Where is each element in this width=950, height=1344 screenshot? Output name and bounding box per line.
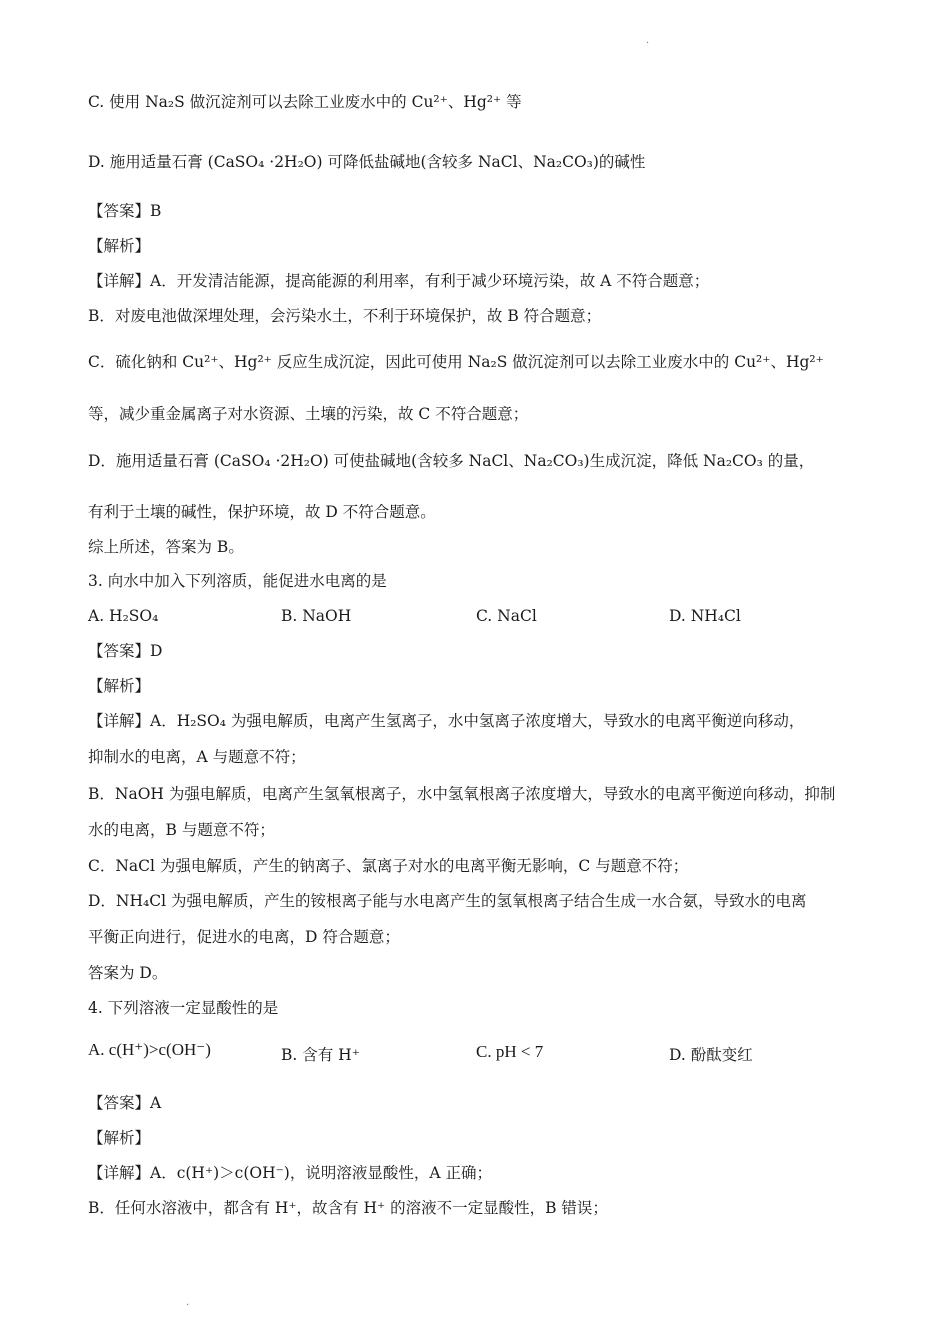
q2-detail-d-line1: D．施用适量石膏 (CaSO₄ ·2H₂O) 可使盐碱地(含较多 NaCl、Na₂CO₃)生成沉淀，降低 Na₂CO₃ 的量， (88, 452, 815, 470)
q2-detail-d-line2: 有利于土壤的碱性，保护环境，故 D 不符合题意。 (88, 503, 436, 521)
q3-detail-b-line1: B．NaOH 为强电解质，电离产生氢氧根离子，水中氢氧根离子浓度增大，导致水的电离平衡逆向移动，抑制 (88, 785, 836, 803)
q2-detail-c-line1: C．硫化钠和 Cu²⁺、Hg²⁺ 反应生成沉淀，因此可使用 Na₂S 做沉淀剂可以去除工业废水中的 Cu²⁺、Hg²⁺ (88, 353, 824, 371)
q3-stem: 3. 向水中加入下列溶质，能促进水电离的是 (88, 572, 387, 590)
q2-answer: 【答案】B (88, 202, 162, 220)
q2-option-d: D. 施用适量石膏 (CaSO₄ ·2H₂O) 可降低盐碱地(含较多 NaCl、Na₂CO₃)的碱性 (88, 153, 646, 171)
q4-option-c: C. pH < 7 (476, 1042, 544, 1061)
q3-detail-a-line1: 【详解】A．H₂SO₄ 为强电解质，电离产生氢离子，水中氢离子浓度增大，导致水的电离平衡逆向移动， (88, 712, 805, 730)
q3-detail-d-line2: 平衡正向进行，促进水的电离，D 符合题意； (88, 928, 400, 946)
q4-answer: 【答案】A (88, 1094, 162, 1112)
q2-detail-c-line2: 等，减少重金属离子对水资源、土壤的污染，故 C 不符合题意； (88, 405, 529, 423)
q4-stem: 4. 下列溶液一定显酸性的是 (88, 999, 279, 1017)
q3-option-d: D. NH₄Cl (669, 607, 741, 625)
q3-option-b: B. NaOH (281, 607, 352, 625)
footer-dot: · (186, 1300, 190, 1311)
q3-summary: 答案为 D。 (88, 964, 168, 982)
q3-detail-b-line2: 水的电离，B 与题意不符； (88, 821, 275, 839)
q3-answer: 【答案】D (88, 642, 163, 660)
q3-option-a: A. H₂SO₄ (88, 607, 159, 625)
q2-detail-a: 【详解】A．开发清洁能源，提高能源的利用率，有利于减少环境污染，故 A 不符合题意； (88, 272, 710, 290)
q2-option-c: C. 使用 Na₂S 做沉淀剂可以去除工业废水中的 Cu²⁺、Hg²⁺ 等 (88, 93, 522, 111)
q3-option-c: C. NaCl (476, 607, 537, 625)
q4-option-d: D. 酚酞变红 (669, 1046, 753, 1064)
q4-detail-a: 【详解】A．c(H⁺)＞c(OH⁻)，说明溶液显酸性，A 正确； (88, 1164, 492, 1182)
header-dot: · (646, 38, 650, 49)
q4-analysis-heading: 【解析】 (88, 1129, 151, 1147)
q3-detail-d-line1: D．NH₄Cl 为强电解质，产生的铵根离子能与水电离产生的氢氧根离子结合生成一水合氨，导致水的电离 (88, 892, 807, 910)
q3-detail-c: C．NaCl 为强电解质，产生的钠离子、氯离子对水的电离平衡无影响，C 与题意不符； (88, 857, 689, 875)
q4-option-b: B. 含有 H⁺ (281, 1046, 360, 1064)
q2-summary: 综上所述，答案为 B。 (88, 538, 244, 556)
q2-analysis-heading: 【解析】 (88, 237, 151, 255)
q4-option-a: A. c(H⁺)>c(OH⁻) (88, 1040, 211, 1059)
q3-detail-a-line2: 抑制水的电离，A 与题意不符； (88, 748, 306, 766)
q3-analysis-heading: 【解析】 (88, 677, 151, 695)
q2-detail-b: B．对废电池做深埋处理，会污染水土，不利于环境保护，故 B 符合题意； (88, 307, 602, 325)
q4-detail-b: B．任何水溶液中，都含有 H⁺，故含有 H⁺ 的溶液不一定显酸性，B 错误； (88, 1199, 608, 1217)
